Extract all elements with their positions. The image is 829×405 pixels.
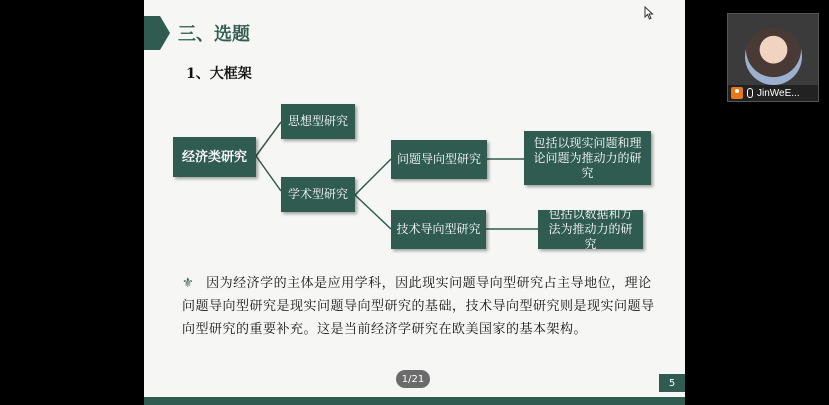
node-economic-research: 经济类研究 [173, 137, 256, 177]
fleur-bullet-icon: ⚜ [182, 276, 195, 291]
participant-info-bar [728, 85, 818, 101]
paragraph-text: 因为经济学的主体是应用学科，因此现实问题导向型研究占主导地位，理论问题导向型研究是现实问题导向型研究的基础，技术导向型研究则是现实问题导向型研究的重要补充。这是当前经济学研究在欧美国家的基本架构。 [182, 276, 655, 337]
connector-root-branch2 [256, 156, 281, 191]
node-problem-oriented: 问题导向型研究 [391, 140, 487, 179]
slide-subtitle: 1、大框架 [186, 66, 252, 82]
presentation-slide [144, 0, 685, 405]
node-academic-research: 学术型研究 [281, 177, 355, 212]
mouse-cursor-icon [644, 6, 654, 20]
slide-paragraph [182, 272, 664, 341]
connector-branch2-sub1 [355, 159, 391, 195]
node-desc-technique: 包括以数据和方法为推动力的研究 [538, 210, 643, 249]
person-icon [731, 87, 743, 99]
node-technique-oriented: 技术导向型研究 [391, 210, 486, 249]
slide-bottom-bar [144, 397, 685, 405]
connector-branch2-sub2 [355, 195, 391, 229]
node-desc-problem: 包括以现实问题和理论问题为推动力的研究 [524, 131, 651, 185]
slide-title: 三、选题 [178, 24, 250, 45]
node-thought-research: 思想型研究 [281, 104, 355, 139]
participant-name: JinWeE... [757, 87, 800, 99]
page-number: 5 [659, 374, 685, 392]
microphone-icon[interactable] [747, 88, 753, 98]
participant-video [745, 28, 802, 85]
connector-root-branch1 [256, 122, 281, 156]
slide-counter[interactable]: 1/21 [396, 370, 430, 388]
participant-video-tile[interactable] [727, 13, 819, 102]
